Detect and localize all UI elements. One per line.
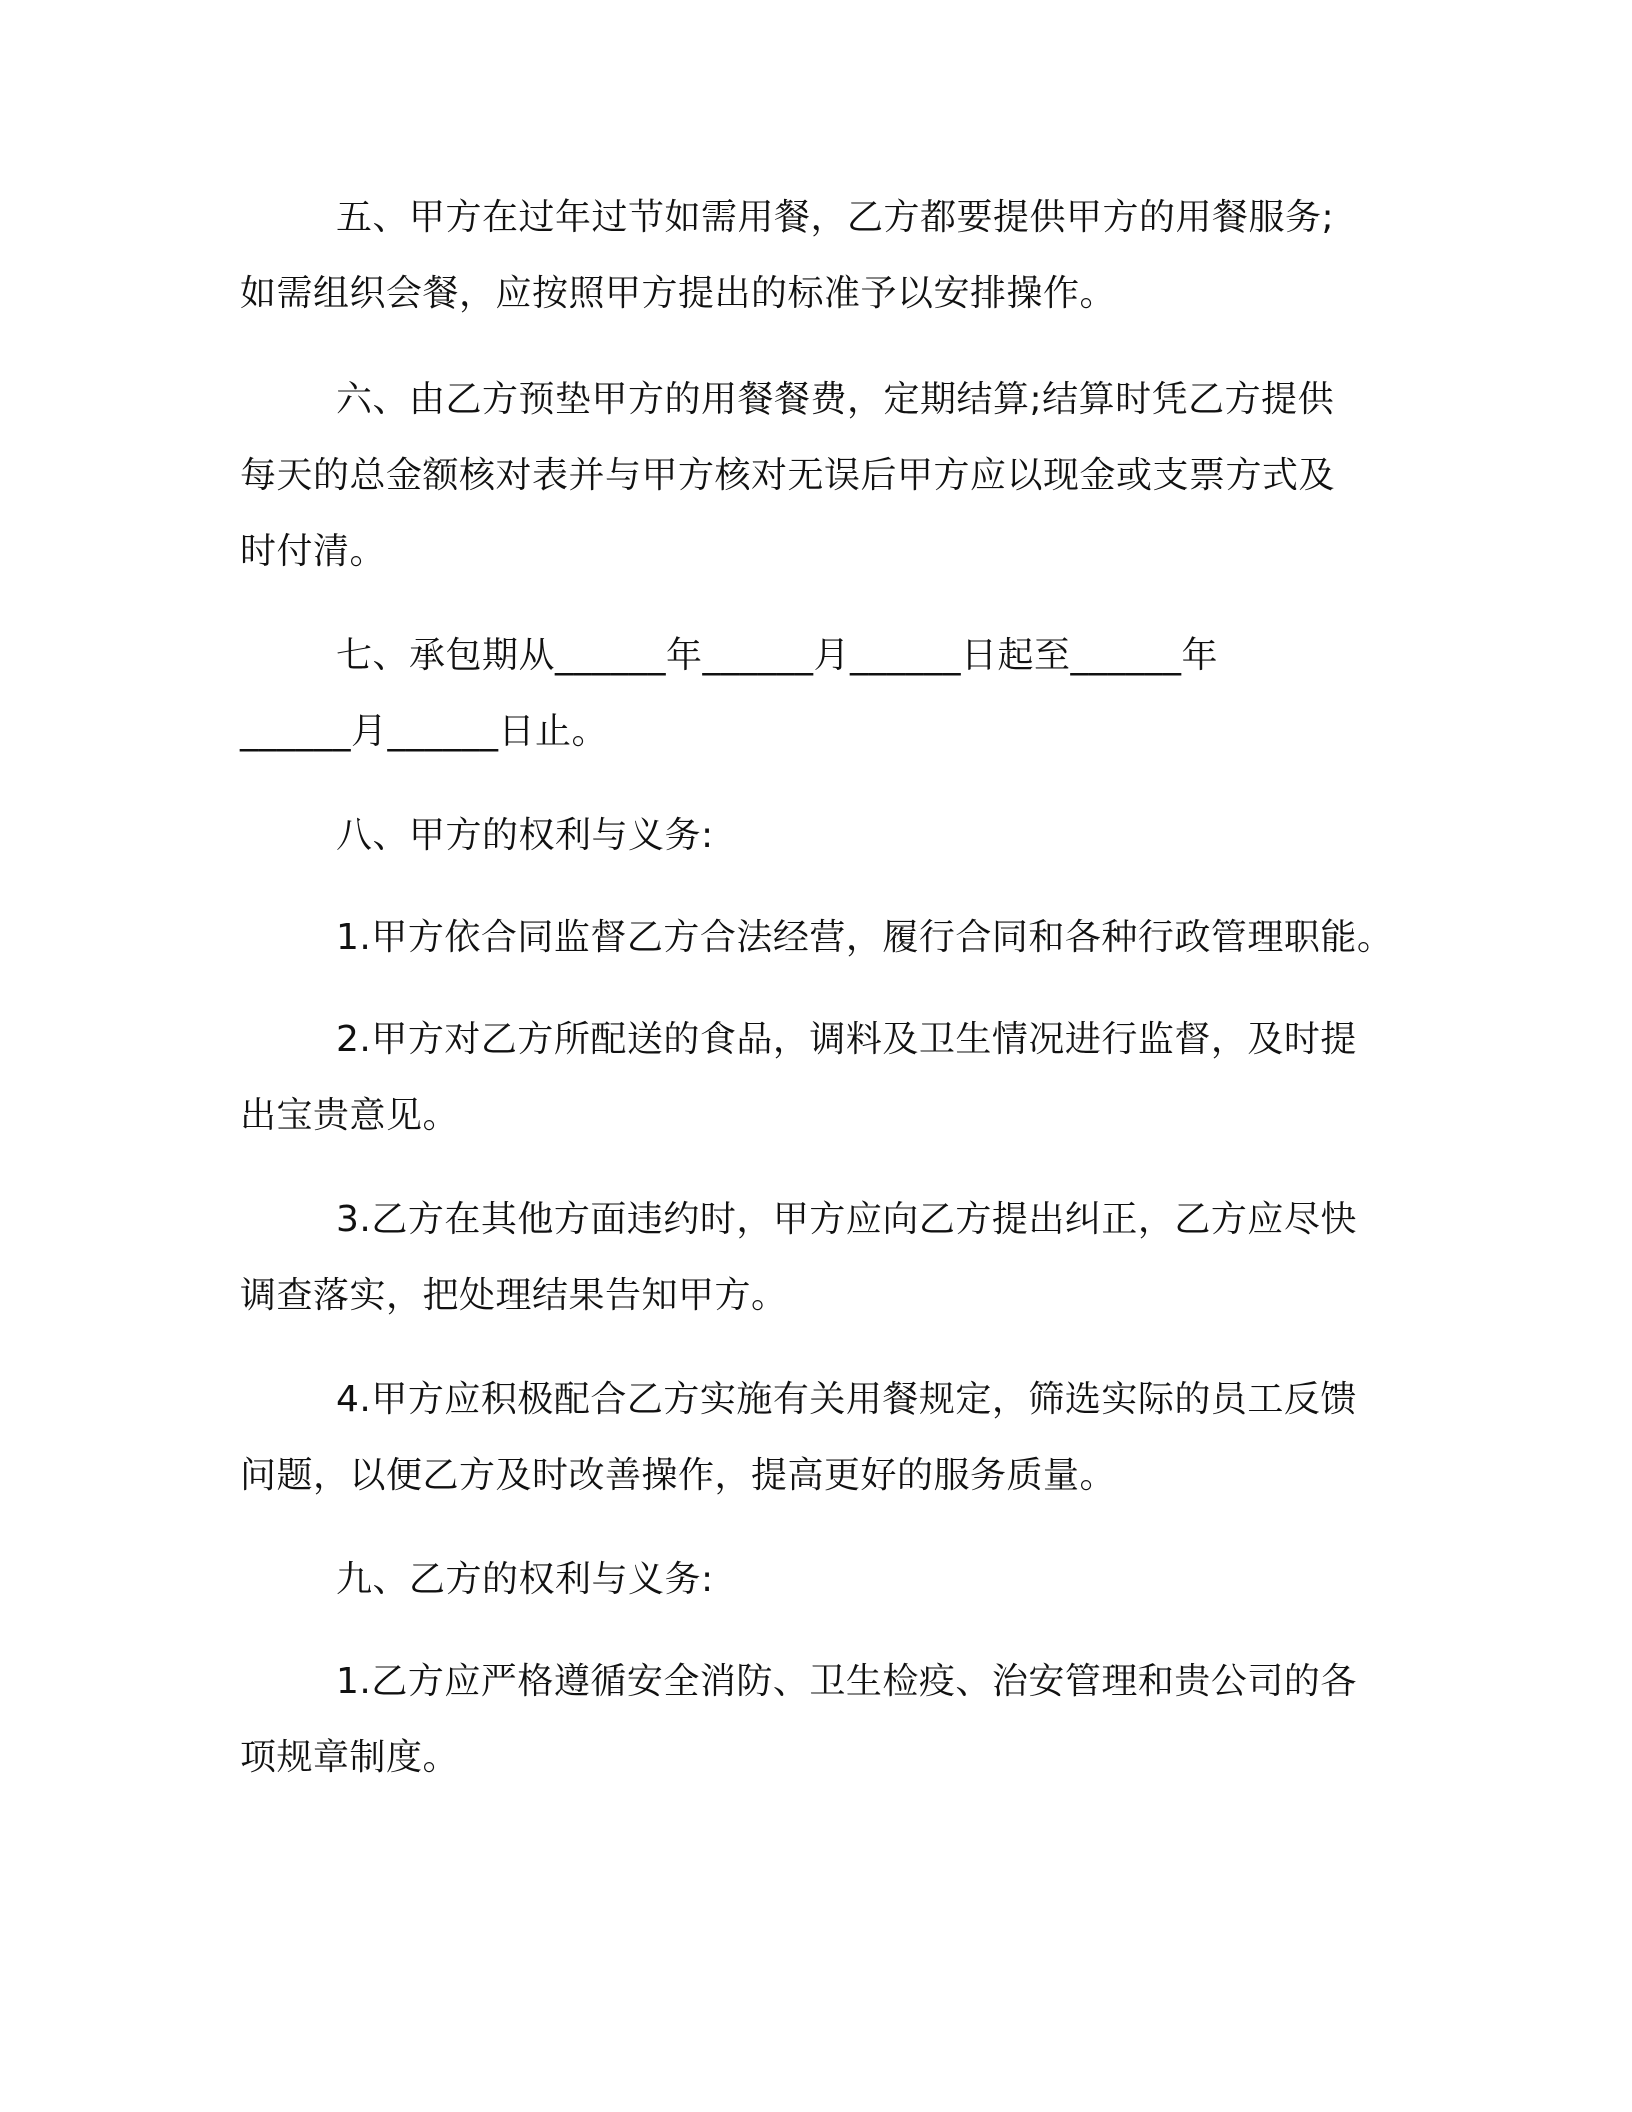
clause-8-heading (240, 798, 1400, 874)
clause-9-heading-line: 九、乙方的权利与义务: (336, 1559, 714, 1600)
clause-8-1 (240, 900, 1400, 976)
clause-6 (240, 362, 1400, 590)
clause-8-2-line-1: 2.甲方对乙方所配送的食品，调料及卫生情况进行监督，及时提 (336, 1019, 1357, 1060)
clause-6-line-1: 六、由乙方预垫甲方的用餐餐费，定期结算;结算时凭乙方提供 (336, 379, 1335, 420)
clause-8-3-line-1: 3.乙方在其他方面违约时，甲方应向乙方提出纠正，乙方应尽快 (336, 1199, 1357, 1240)
clause-7 (240, 618, 1400, 770)
clause-8-4-line-1: 4.甲方应积极配合乙方实施有关用餐规定，筛选实际的员工反馈 (336, 1379, 1357, 1420)
clause-6-line-2: 每天的总金额核对表并与甲方核对无误后甲方应以现金或支票方式及 (240, 455, 1336, 496)
clause-5-line-2: 如需组织会餐，应按照甲方提出的标准予以安排操作。 (240, 273, 1117, 314)
clause-8-3-line-2: 调查落实，把处理结果告知甲方。 (240, 1275, 788, 1316)
clause-7-line-1: 七、承包期从______年______月______日起至______年 (336, 635, 1219, 676)
clause-9-1 (240, 1644, 1400, 1796)
clause-8-4-line-2: 问题，以便乙方及时改善操作，提高更好的服务质量。 (240, 1455, 1117, 1496)
clause-9-heading (240, 1542, 1400, 1618)
clause-8-2-line-2: 出宝贵意见。 (240, 1095, 460, 1136)
clause-9-1-line-2: 项规章制度。 (240, 1737, 460, 1778)
clause-8-heading-line: 八、甲方的权利与义务: (336, 815, 714, 856)
clause-8-3 (240, 1182, 1400, 1334)
clause-6-line-3: 时付清。 (240, 531, 387, 572)
clause-8-4 (240, 1362, 1400, 1514)
clause-5 (240, 180, 1400, 332)
clause-8-2 (240, 1002, 1400, 1154)
clause-7-line-2: ______月______日止。 (240, 711, 609, 752)
clause-5-line-1: 五、甲方在过年过节如需用餐，乙方都要提供甲方的用餐服务; (336, 197, 1335, 238)
clause-8-1-line: 1.甲方依合同监督乙方合法经营，履行合同和各种行政管理职能。 (336, 917, 1394, 958)
clause-9-1-line-1: 1.乙方应严格遵循安全消防、卫生检疫、治安管理和贵公司的各 (336, 1661, 1357, 1702)
